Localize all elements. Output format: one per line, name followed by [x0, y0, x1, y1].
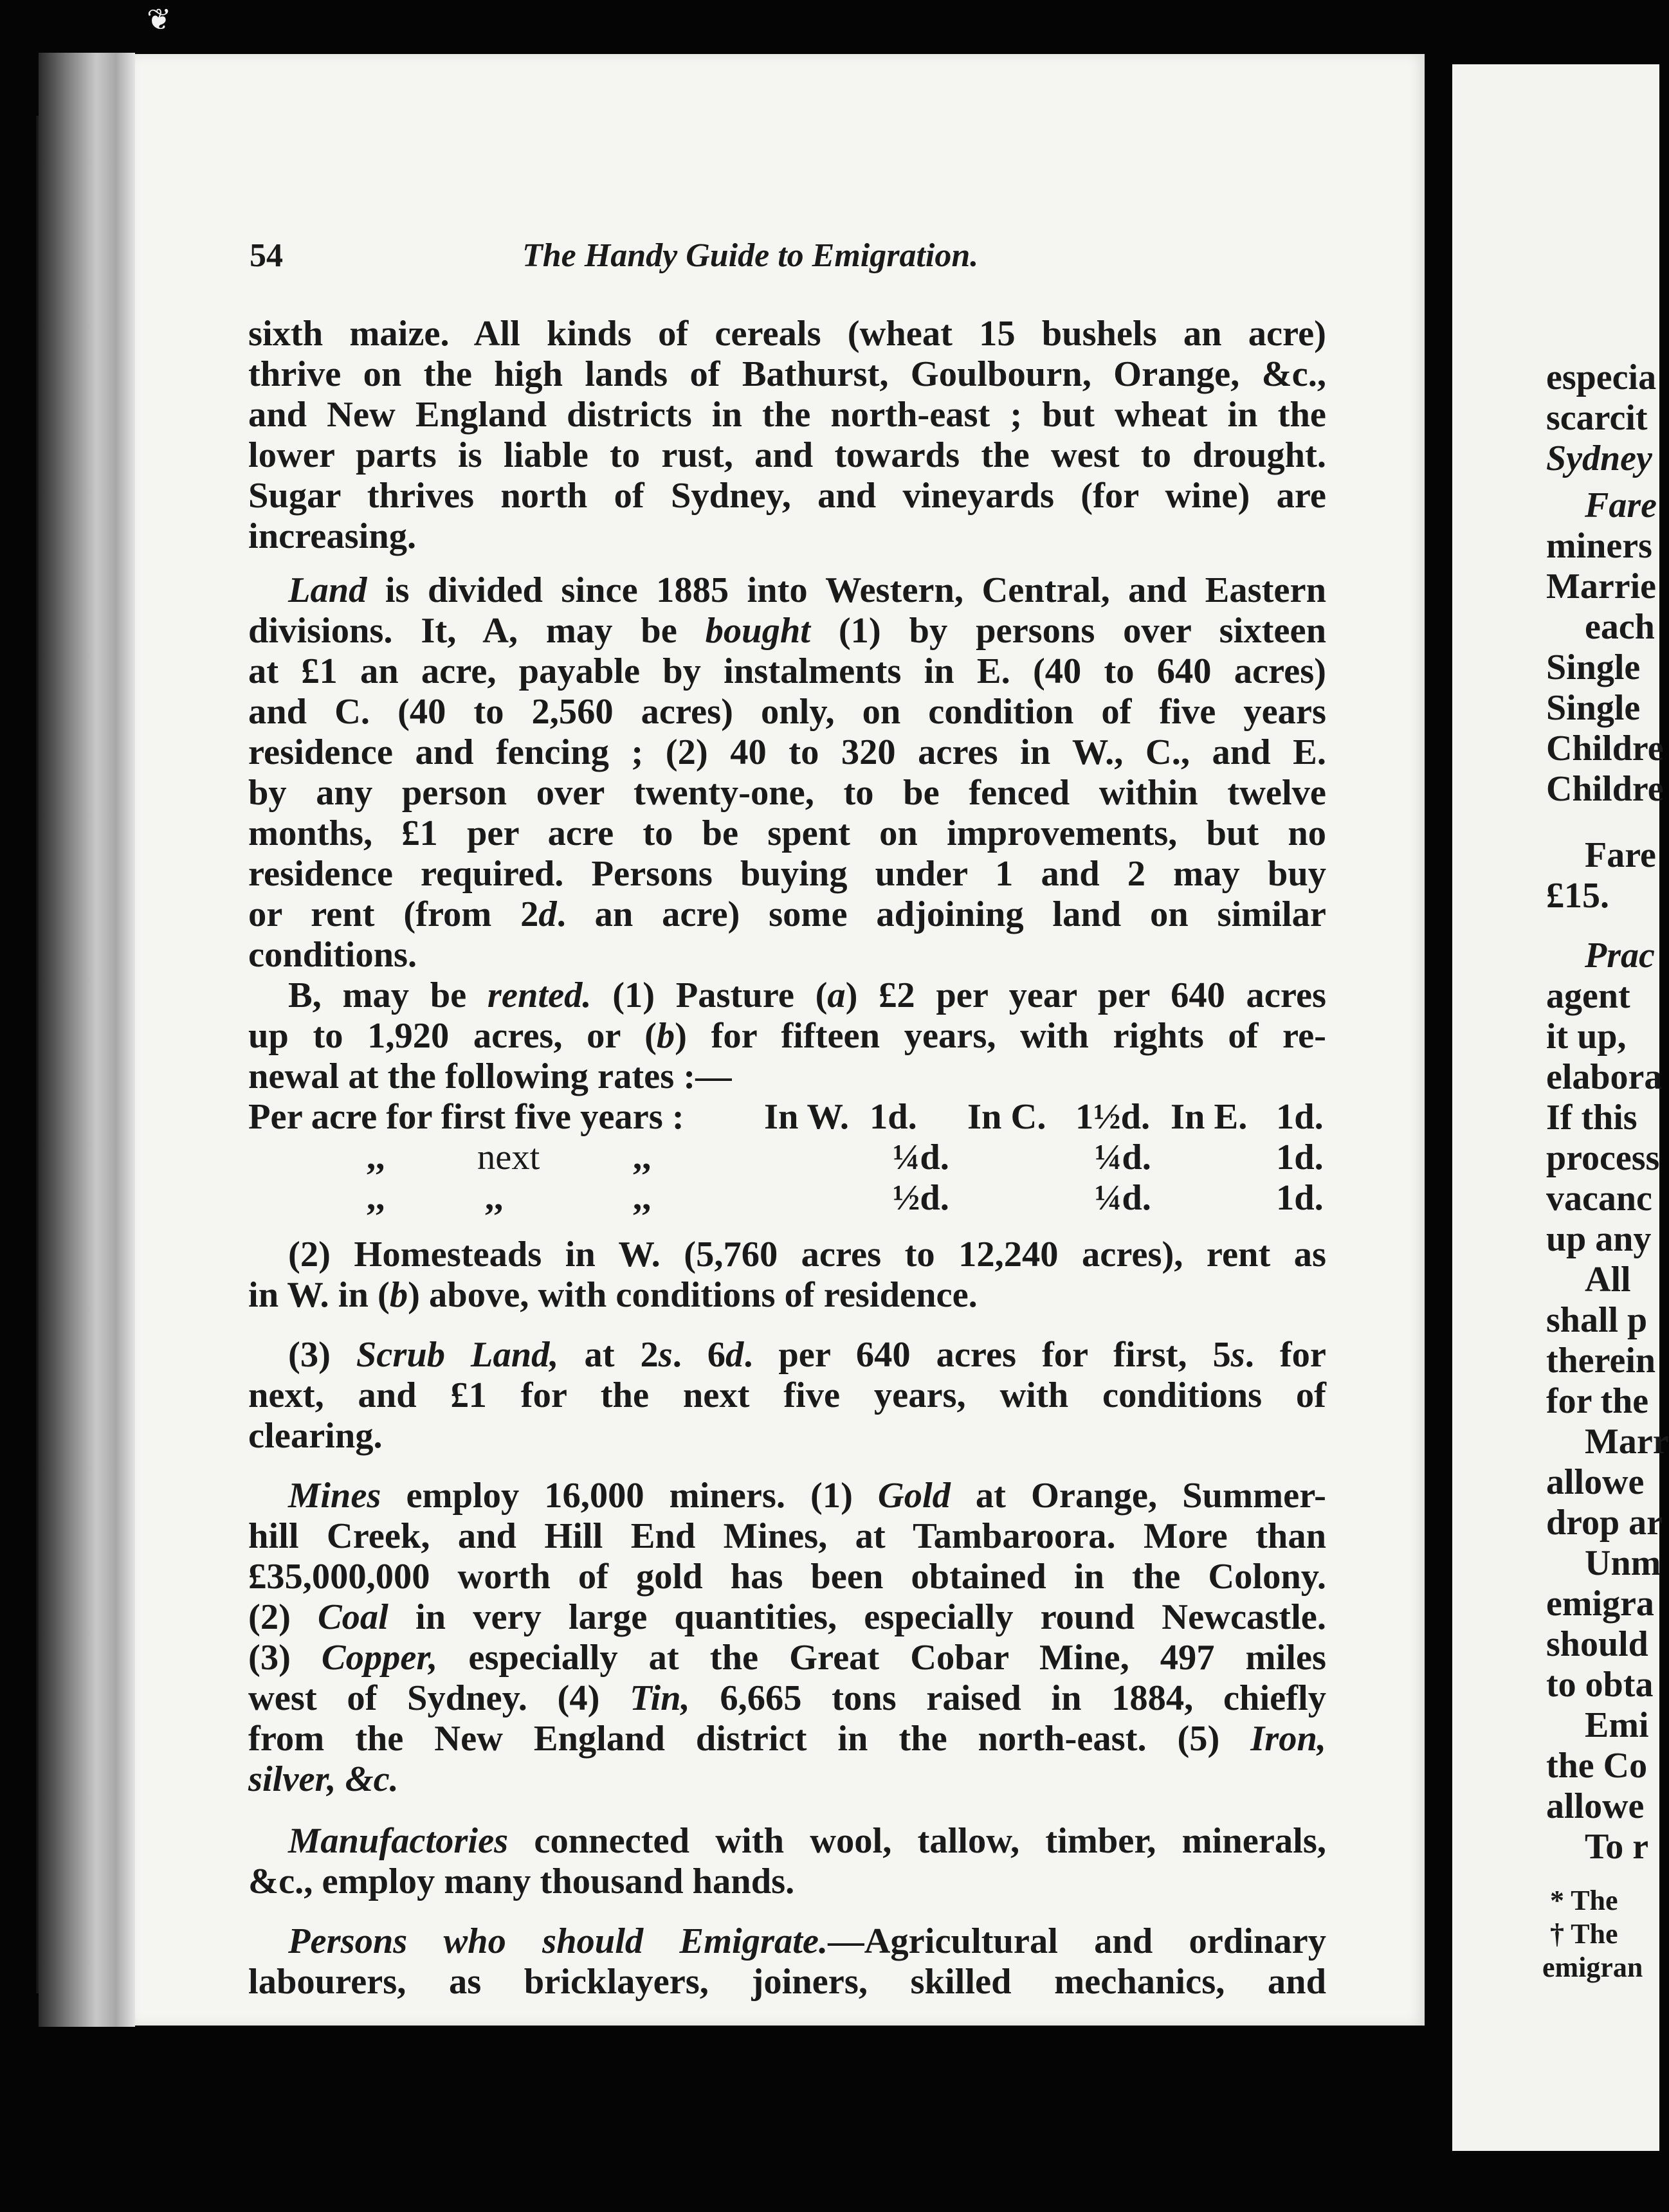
italic-term: bought	[705, 611, 810, 651]
text-line: Mines employ 16,000 miners. (1) Gold at Orange, Summer-	[288, 1476, 1326, 1516]
text-line: (3) Scrub Land, at 2s. 6d. per 640 acres for first, 5s. for	[288, 1335, 1326, 1375]
right-page-text-top: especia scarcit Sydney Fare miners Marrie each Single Single Childre Childre Fare £15. Prac agent it up, elabora If this process vacanc up any All shall p therein for the Marr allowe drop ar Unm emigra should to obta Emi the Co allowe To r	[1546, 358, 1669, 1867]
text-line: thrive on the high lands of Bathurst, Goulbourn, Orange, &c.,	[248, 354, 1326, 394]
text-line: &c., employ many thousand hands.	[248, 1862, 795, 1901]
text-line: by any person over twenty-one, to be fenced within twelve	[248, 773, 1326, 813]
rates-table	[248, 1097, 1326, 1219]
text-line: silver, &c.	[248, 1759, 399, 1799]
page-block-edge	[39, 53, 135, 2027]
text-line: divisions. It, A, may be bought (1) by persons over sixteen	[248, 611, 1326, 651]
text-line: lower parts is liable to rust, and towards the west to drought.	[248, 435, 1326, 475]
rates-row: ,, next ,, ¼d. ¼d. 1d.	[367, 1138, 1324, 1177]
italic-term: Scrub Land,	[356, 1335, 559, 1375]
text-line: sixth maize. All kinds of cereals (wheat 15 bushels an acre)	[248, 314, 1326, 354]
text-line: from the New England district in the north-east. (5) Iron,	[248, 1719, 1326, 1759]
text-line: and New England districts in the north-east ; but wheat in the	[248, 395, 1326, 435]
text-line: B, may be rented. (1) Pasture (a) £2 per year per 640 acres	[288, 975, 1327, 1015]
paragraph-scrub-land	[248, 1335, 1326, 1456]
text-line: residence and fencing ; (2) 40 to 320 acres in W., C., and E.	[248, 732, 1326, 772]
text-line: Sugar thrives north of Sydney, and vineyards (for wine) are	[248, 476, 1326, 516]
text-line: Land is divided since 1885 into Western, Central, and Eastern	[288, 570, 1326, 610]
text-line: hill Creek, and Hill End Mines, at Tambaroora. More than	[248, 1516, 1326, 1556]
paragraph-cereals	[248, 314, 1326, 557]
book-gutter	[1425, 64, 1454, 2151]
text-line: increasing.	[248, 516, 417, 556]
corner-mark: ❦	[147, 3, 172, 36]
text-line: conditions.	[248, 935, 417, 975]
text-line: newal at the following rates :—	[248, 1056, 732, 1096]
text-line: (2) Coal in very large quantities, especially round Newcastle.	[248, 1597, 1326, 1637]
text-line: months, £1 per acre to be spent on improvements, but no	[248, 813, 1326, 853]
text-line: £35,000,000 worth of gold has been obtained in the Colony.	[248, 1557, 1326, 1597]
paragraph-land	[248, 570, 1326, 975]
page-number: 54	[250, 237, 283, 274]
italic-term: Land	[288, 570, 367, 610]
paragraph-homesteads	[248, 1235, 1326, 1316]
text-line: or rent (from 2d. an acre) some adjoining land on similar	[248, 894, 1326, 934]
rates-row: Per acre for first five years : In W. 1d. In C. 1½d. In E. 1d.	[248, 1097, 1324, 1137]
paragraph-mines	[248, 1476, 1326, 1800]
text-line: west of Sydney. (4) Tin, 6,665 tons raised in 1884, chiefly	[248, 1678, 1326, 1718]
rates-row: ,, ,, ,, ½d. ¼d. 1d.	[367, 1178, 1324, 1218]
italic-term: rented.	[487, 975, 592, 1015]
text-line: (3) Copper, especially at the Great Cobar Mine, 497 miles	[248, 1638, 1327, 1678]
italic-term: Persons who should Emigrate.	[288, 1921, 828, 1961]
running-title: The Handy Guide to Emigration.	[522, 237, 979, 274]
paragraph-persons-emigrate	[248, 1921, 1326, 2002]
paragraph-rented	[248, 975, 1326, 1097]
text-line: (2) Homesteads in W. (5,760 acres to 12,240 acres), rent as	[288, 1235, 1326, 1274]
text-line: at £1 an acre, payable by instalments in E. (40 to 640 acres)	[248, 651, 1326, 691]
text-line: up to 1,920 acres, or (b) for fifteen years, with rights of re-	[248, 1016, 1326, 1056]
text-line: next, and £1 for the next five years, with conditions of	[248, 1375, 1326, 1415]
text-line: and C. (40 to 2,560 acres) only, on condition of five years	[248, 692, 1326, 732]
text-line: residence required. Persons buying under 1 and 2 may buy	[248, 854, 1326, 894]
italic-term: Manufactories	[288, 1821, 509, 1861]
text-line: Persons who should Emigrate.—Agricultural and ordinary	[288, 1921, 1326, 1961]
text-line: clearing.	[248, 1416, 383, 1456]
paragraph-manufactories	[248, 1821, 1326, 1902]
italic-term: Mines	[288, 1476, 381, 1516]
text-line: in W. in (b) above, with conditions of residence.	[248, 1275, 978, 1315]
rates-label: Per acre for first five years :	[248, 1097, 684, 1137]
text-line: Manufactories connected with wool, tallow, timber, minerals,	[288, 1821, 1326, 1861]
right-page-footnotes: * The † The emigran	[1542, 1885, 1643, 1983]
text-line: labourers, as bricklayers, joiners, skilled mechanics, and	[248, 1962, 1326, 2002]
